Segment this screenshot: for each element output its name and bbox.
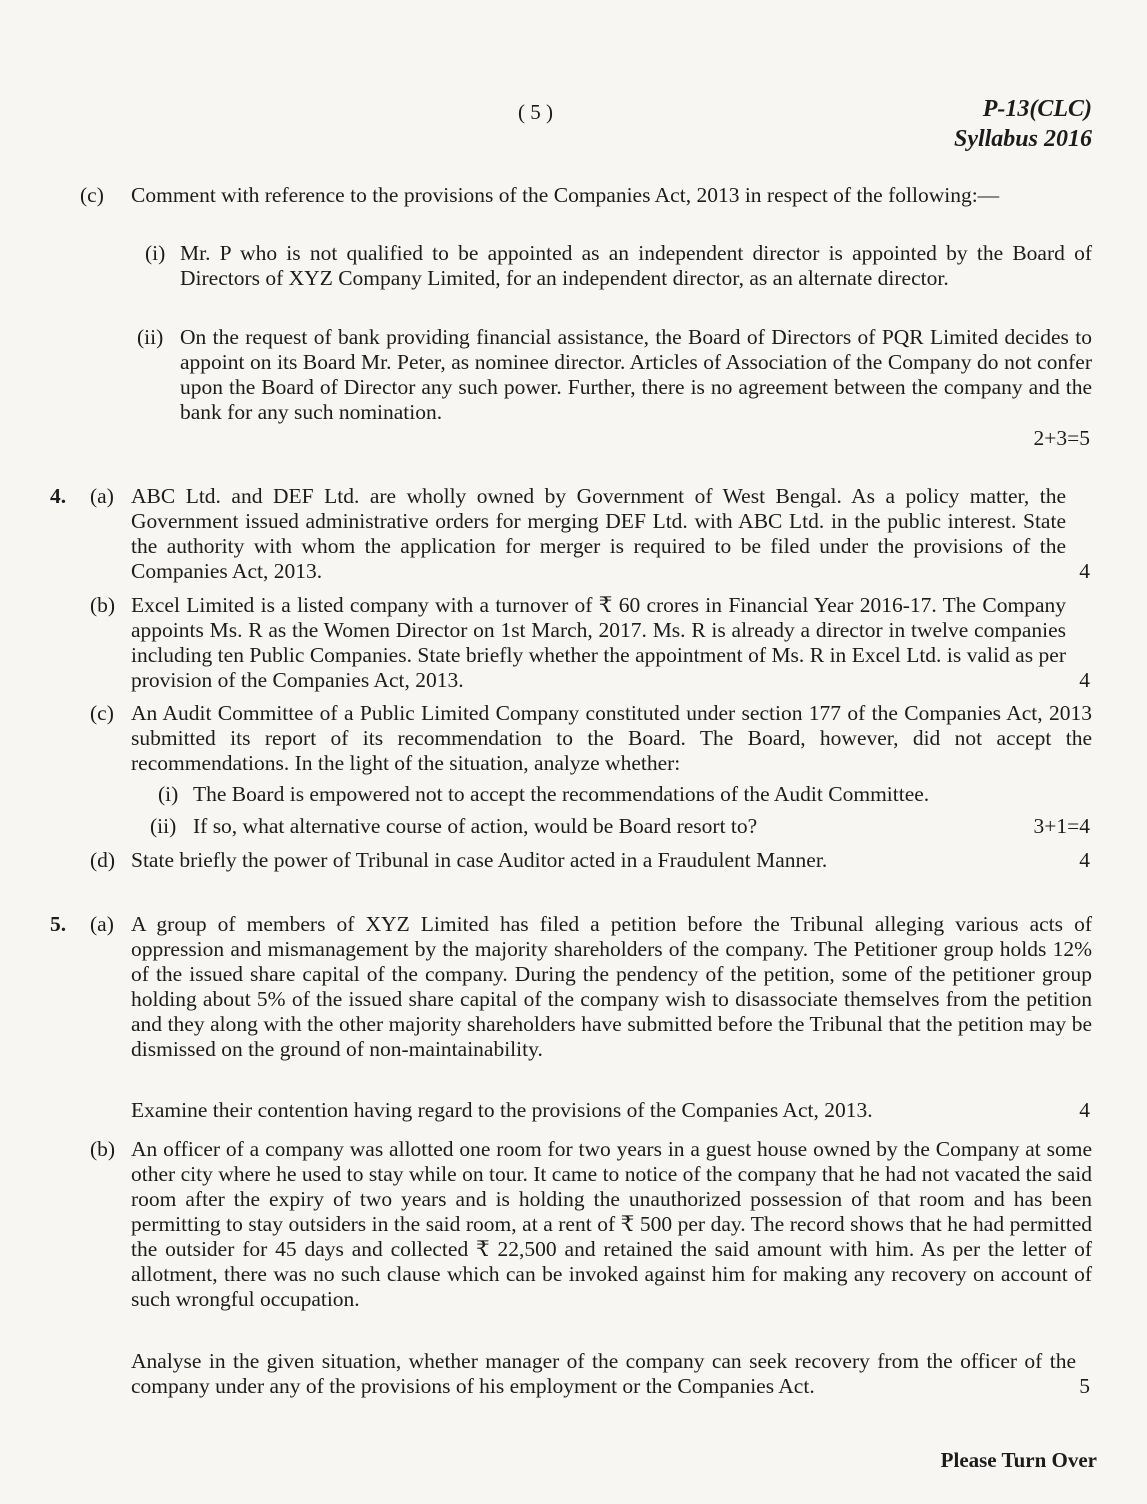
q4b-text: Excel Limited is a listed company with a turnover of ₹ 60 crores in Financial Year 2016-17. The Company appoints Ms. R as the Women Director on 1st March, 2017. Ms. R is already a director in twelve companies including ten Public Companies. State briefly whether the appointment of Ms. R in Excel Ltd. is valid as per provision of the Companies Act, 2013. — [131, 593, 1066, 692]
q4a-marks: 4 — [1079, 559, 1090, 583]
q4c-text: An Audit Committee of a Public Limited Company constituted under section 177 of the Companies Act, 2013 submitted its report of its recommendation to the Board. The Board, however, did not accept the recommendations. In the light of the situation, analyze whether: — [131, 701, 1092, 775]
q4c-label: (c) — [90, 701, 114, 725]
q4c-ii-text: If so, what alternative course of action, would be Board resort to? — [193, 814, 758, 838]
q5a-label: (a) — [90, 912, 114, 936]
q5b-marks: 5 — [1079, 1374, 1090, 1398]
q5b-label: (b) — [90, 1137, 116, 1161]
q4c-i-label: (i) — [158, 782, 179, 806]
q4d-text: State briefly the power of Tribunal in case Auditor acted in a Fraudulent Manner. — [131, 848, 828, 872]
q3c-i-label: (i) — [145, 241, 166, 265]
q4c-ii-label: (ii) — [150, 814, 177, 838]
q3c-i-text: Mr. P who is not qualified to be appointed as an independent director is appointed by the Board of Directors of XYZ Company Limited, for an independent director, as an alternate director. — [180, 241, 1092, 290]
q5b-question: Analyse in the given situation, whether manager of the company can seek recovery from the officer of the company under any of the provisions of his employment or the Companies Act. — [131, 1349, 1076, 1398]
q4d-label: (d) — [90, 848, 116, 872]
q4a-label: (a) — [90, 484, 114, 508]
q3c-marks: 2+3=5 — [1033, 426, 1090, 450]
q5b-text: An officer of a company was allotted one room for two years in a guest house owned by the Company at some other city where he used to stay while on tour. It came to notice of the company that he had not vacated the said room after the expiry of two years and is holding the unauthorized possession of that room and has been permitting to stay outsiders in the said room, at a rent of ₹ 500 per day. The record shows that he had permitted the outsider for 45 days and collected ₹ 22,500 and retained the said amount with him. As per the letter of allotment, there was no such clause which can be invoked against him for making any recovery on account of such wrongful occupation. — [131, 1137, 1092, 1311]
q4b-label: (b) — [90, 593, 116, 617]
q4-number: 4. — [50, 484, 67, 508]
q5-number: 5. — [50, 912, 67, 936]
q3c-text: Comment with reference to the provisions of the Companies Act, 2013 in respect of the following:— — [131, 183, 1000, 207]
q5a-question: Examine their contention having regard to the provisions of the Companies Act, 2013. — [131, 1098, 873, 1122]
q3c-label: (c) — [80, 183, 104, 207]
q4c-marks: 3+1=4 — [1033, 814, 1090, 838]
q3c-ii-label: (ii) — [137, 325, 164, 349]
q5a-text: A group of members of XYZ Limited has filed a petition before the Tribunal alleging various acts of oppression and mismanagement by the majority shareholders of the company. The Petitioner group holds 12% of the issued share capital of the company. During the pendency of the petition, some of the petitioner group holding about 5% of the issued share capital of the company wish to disassociate themselves from the petition and they along with the other majority shareholders have submitted before the Tribunal that the petition may be dismissed on the ground of non-maintainability. — [131, 912, 1092, 1061]
please-turn-over: Please Turn Over — [940, 1448, 1097, 1472]
q4a-text: ABC Ltd. and DEF Ltd. are wholly owned by Government of West Bengal. As a policy matter, the Government issued administrative orders for merging DEF Ltd. with ABC Ltd. in the public interest. State the authority with whom the application for merger is required to be filed under the provisions of the Companies Act, 2013. — [131, 484, 1066, 583]
q5a-marks: 4 — [1079, 1098, 1090, 1122]
syllabus-label: Syllabus 2016 — [953, 126, 1092, 152]
q4c-i-text: The Board is empowered not to accept the recommendations of the Audit Committee. — [193, 782, 930, 806]
q4d-marks: 4 — [1079, 848, 1090, 872]
paper-code: P-13(CLC) — [982, 96, 1092, 122]
q4b-marks: 4 — [1079, 668, 1090, 692]
q3c-ii-text: On the request of bank providing financial assistance, the Board of Directors of PQR Limited decides to appoint on its Board Mr. Peter, as nominee director. Articles of Association of the Company do not confer upon the Board of Director any such power. Further, there is no agreement between the company and the bank for any such nomination. — [180, 325, 1092, 424]
paper-code-block — [954, 94, 1092, 154]
page-number: ( 5 ) — [518, 100, 553, 124]
